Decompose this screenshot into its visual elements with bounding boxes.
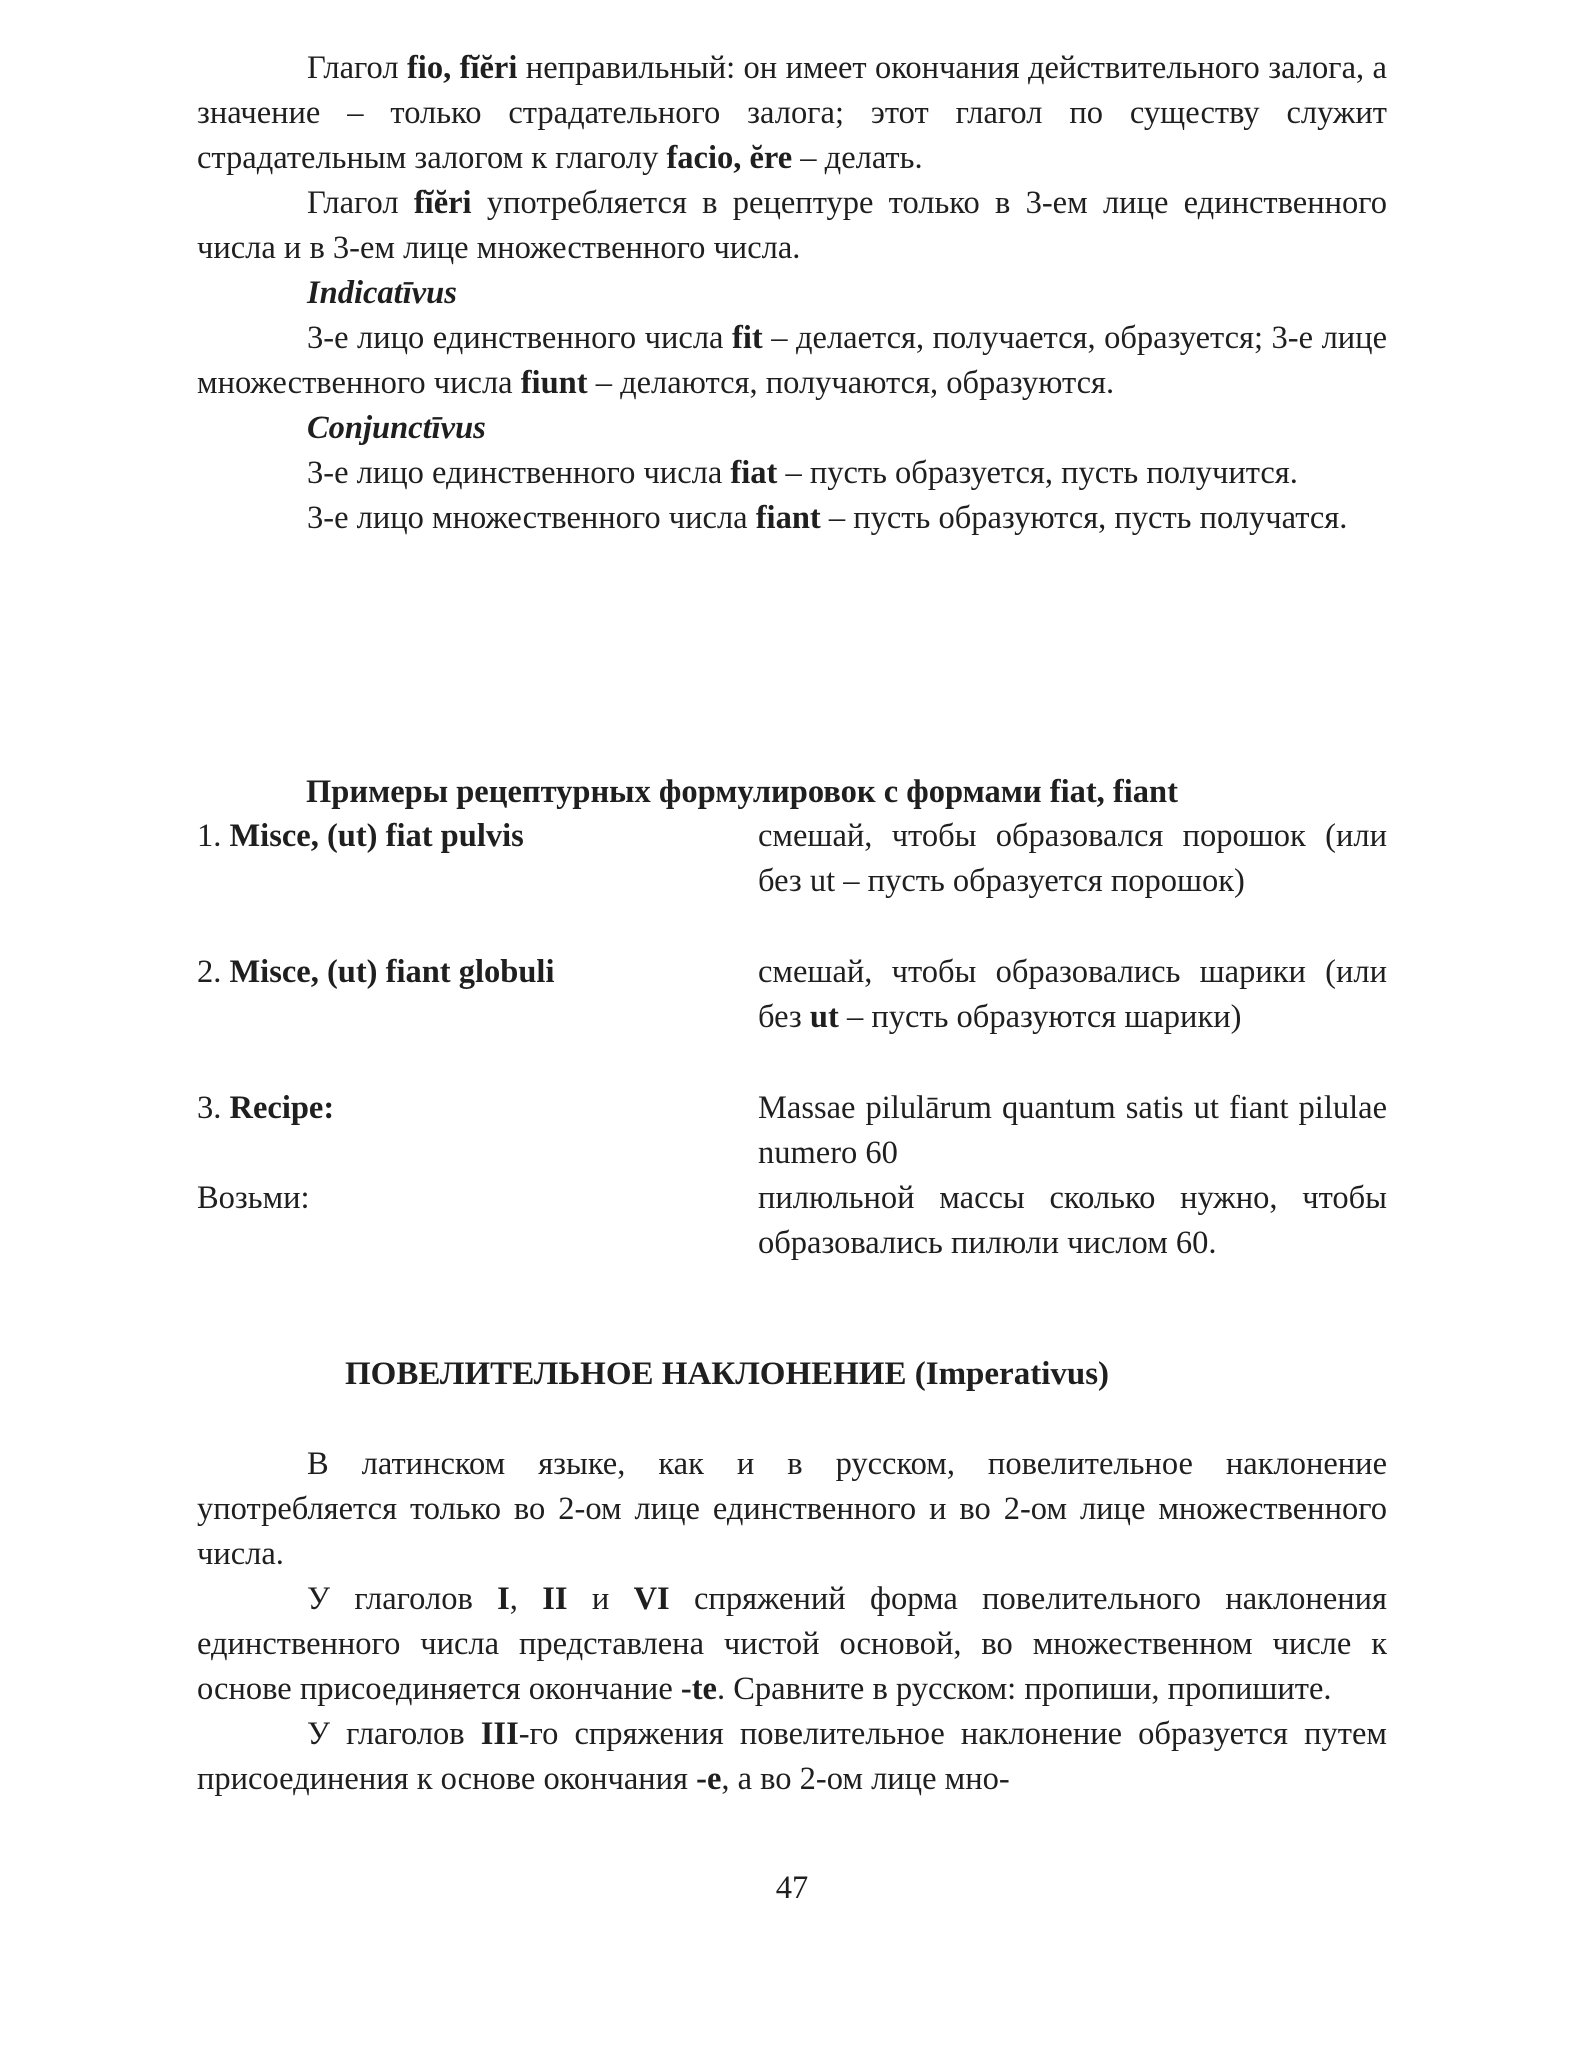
section-heading: ПОВЕЛИТЕЛЬНОЕ НАКЛОНЕНИЕ (Imperativus) xyxy=(345,1356,1110,1392)
conjunctivus-heading: Conjunctīvus xyxy=(307,410,486,446)
example-translation: Massae pilulārum quantum satis ut fiant pilulae numero 60 xyxy=(758,1090,1387,1171)
example-latin: 1. Misce, (ut) fiat pulvis xyxy=(197,818,524,854)
paragraph-fio-fieri: Глагол fio, fĭĕri неправильный: он имеет окончания действительного залога, а значение – только страдательного залога; этот глагол по существу служит страдательным залогом к глаголу facio, ĕre – делать. xyxy=(197,50,1387,176)
example-latin: 3. Recipe: xyxy=(197,1090,335,1126)
paragraph-imperative-third: У глаголов III-го спряжения повелительное наклонение образуется путем присоединения к основе окончания -e, а во 2-ом лице мно- xyxy=(197,1716,1387,1797)
paragraph-conjunctivus-plural: 3-е лицо множественного числа fiant – пусть образуются, пусть получатся. xyxy=(307,500,1348,536)
example-translation: пилюльной массы сколько нужно, чтобы образовались пилюли числом 60. xyxy=(758,1180,1387,1261)
intro-section xyxy=(197,46,1387,541)
page-number: 47 xyxy=(775,1870,809,1906)
paragraph-fieri-usage: Глагол fĭĕri употребляется в рецептуре только в 3-ем лице единственного числа и в 3-ем лице множественного числа. xyxy=(197,185,1387,266)
example-translation: смешай, чтобы образовался порошок (или без ut – пусть образуется порошок) xyxy=(758,818,1387,899)
examples-title: Примеры рецептурных формулировок с формами fiat, fiant xyxy=(306,774,1178,810)
paragraph-imperative-intro: В латинском языке, как и в русском, повелительное наклонение употребляется только во 2-ом лице единственного и во 2-ом лице множественного числа. xyxy=(197,1446,1387,1572)
paragraph-conjunctivus-singular: 3-е лицо единственного числа fiat – пусть образуется, пусть получится. xyxy=(307,455,1298,491)
paragraph-imperative-conjugations: У глаголов I, II и VI спряжений форма повелительного наклонения единственного числа представлена чистой основой, во множественном числе к основе присоединяется окончание -te. Сравните в русском: пропиши, пропишите. xyxy=(197,1581,1387,1707)
example-label: Возьми: xyxy=(197,1180,310,1216)
paragraph-indicativus: 3-е лицо единственного числа fit – делается, получается, образуется; 3-е лице множественного числа fiunt – делаются, получаются, образуются. xyxy=(197,320,1387,401)
indicativus-heading: Indicatīvus xyxy=(307,275,457,311)
example-latin: 2. Misce, (ut) fiant globuli xyxy=(197,954,555,990)
imperative-section xyxy=(197,1442,1387,1802)
example-translation: смешай, чтобы образовались шарики (или без ut – пусть образуются шарики) xyxy=(758,954,1387,1035)
